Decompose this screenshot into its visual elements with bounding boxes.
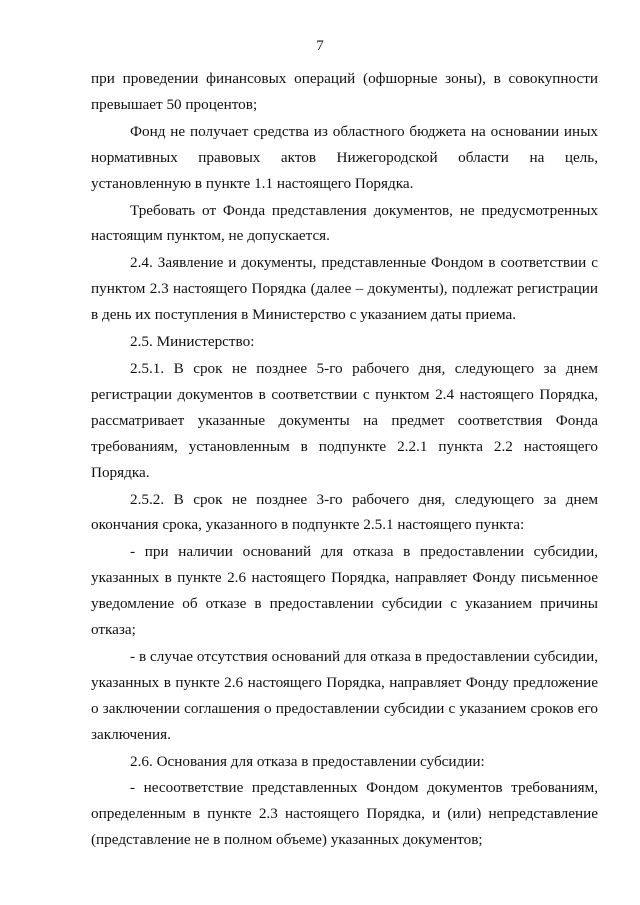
- paragraph: 2.5.2. В срок не позднее 3-го рабочего дня, следующего за днем окончания срока, указанного в подпункте 2.5.1 настоящего пункта:: [91, 490, 598, 534]
- paragraph: 2.6. Основания для отказа в предоставлении субсидии:: [130, 752, 485, 770]
- paragraph: - несоответствие представленных Фондом документов требованиям, определенным в пункте 2.3 настоящего Порядка, и (или) непредставление (представление не в полном объеме) указанных документов;: [91, 779, 598, 849]
- paragraph: при проведении финансовых операций (офшорные зоны), в совокупности превышает 50 процентов;: [91, 70, 598, 113]
- page-number: 7: [316, 38, 324, 54]
- paragraph: Фонд не получает средства из областного бюджета на основании иных нормативных правовых актов Нижегородской области на цель, установленную в пункте 1.1 настоящего Порядка.: [91, 122, 598, 192]
- paragraph: - при наличии оснований для отказа в предоставлении субсидии, указанных в пункте 2.6 настоящего Порядка, направляет Фонду письменное уведомление об отказе в предоставлении субсидии с указанием причины отказа;: [91, 543, 598, 639]
- document-body: [91, 66, 598, 853]
- paragraph: 2.5. Министерство:: [130, 333, 255, 351]
- paragraph: 2.4. Заявление и документы, представленные Фондом в соответствии с пунктом 2.3 настоящего Порядка (далее – документы), подлежат регистрации в день их поступления в Министерство с указанием даты приема.: [91, 254, 598, 324]
- paragraph: 2.5.1. В срок не позднее 5-го рабочего дня, следующего за днем регистрации документов в соответствии с пунктом 2.4 настоящего Порядка, рассматривает указанные документы на предмет соответствия Фонда требованиям, установленным в подпункте 2.2.1 пункта 2.2 настоящего Порядка.: [91, 359, 598, 481]
- paragraph: Требовать от Фонда представления документов, не предусмотренных настоящим пунктом, не допускается.: [91, 201, 598, 245]
- paragraph: - в случае отсутствия оснований для отказа в предоставлении субсидии, указанных в пункте 2.6 настоящего Порядка, направляет Фонду предложение о заключении соглашения о предоставлении субсидии с указанием сроков его заключения.: [91, 647, 598, 743]
